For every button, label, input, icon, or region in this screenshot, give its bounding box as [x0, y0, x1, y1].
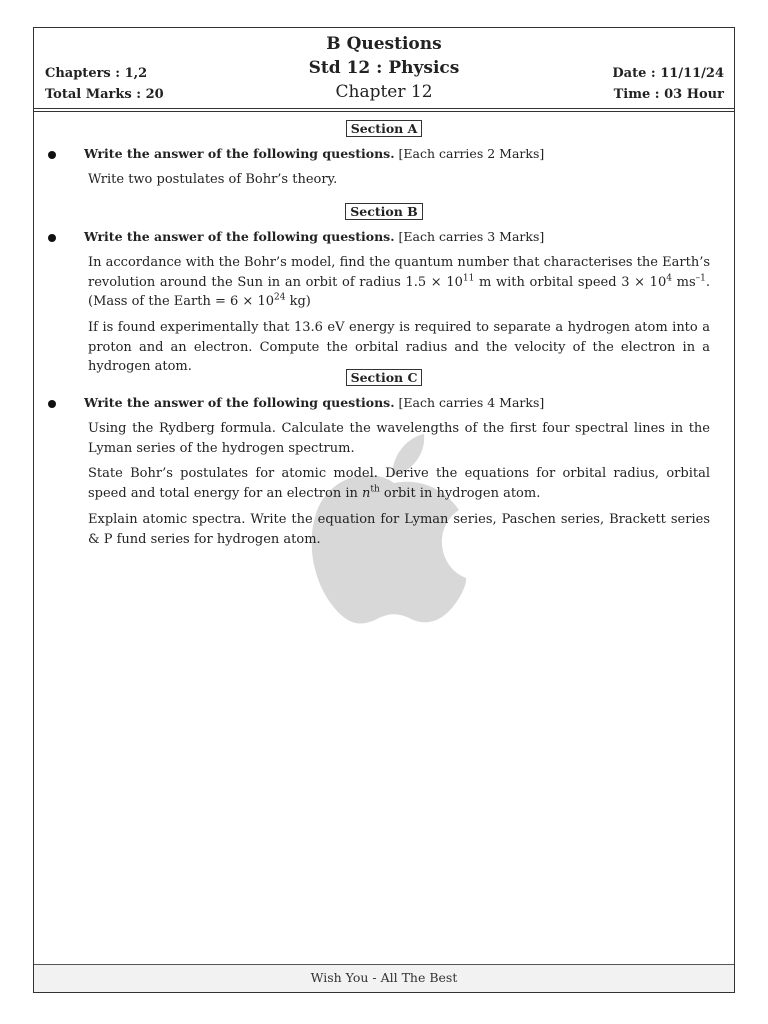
- header-divider: [34, 108, 734, 109]
- bullet-icon: [48, 400, 56, 408]
- question-b1: In accordance with the Bohr’s model, find the quantum number that characterises the Earth’s revolution around the Sun in an orbit of radius $1.5 \times 10^{11}$ m with orbital speed $3 \times 10^4$ $ms^{-1}$. (Mass of the Earth = $6 \times 10^{24}$ kg): [88, 255, 711, 309]
- paper-chapter: Chapter 12: [335, 82, 433, 102]
- section-a-heading: Section A: [34, 118, 734, 137]
- question-a1: Write two postulates of Bohr’s theory.: [88, 172, 338, 187]
- question-c3: Explain atomic spectra. Write the equation for Lyman series, Paschen series, Brackett series & P fund series for hydrogen atom.: [88, 512, 710, 547]
- question-c2: State Bohr’s postulates for atomic model. Derive the equations for orbital radius, orbital speed and total energy for an electron in $n^{th}$ orbit in hydrogen atom.: [88, 466, 710, 501]
- exam-paper: [33, 27, 735, 993]
- total-marks-label: Total Marks : 20: [45, 87, 164, 102]
- section-b-instruction: Write the answer of the following questions. [Each carries 3 Marks]: [84, 229, 545, 244]
- paper-subject: Std 12 : Physics: [308, 58, 460, 78]
- section-b-heading: Section B: [34, 201, 734, 220]
- footer-text: Wish You - All The Best: [310, 970, 458, 985]
- paper-title: B Questions: [326, 34, 442, 54]
- paper-header: [34, 28, 734, 108]
- section-c-instruction: Write the answer of the following questions. [Each carries 4 Marks]: [84, 395, 545, 410]
- bullet-icon: [48, 234, 56, 242]
- bullet-icon: [48, 151, 56, 159]
- question-c1: Using the Rydberg formula. Calculate the wavelengths of the first four spectral lines in the Lyman series of the hydrogen spectrum.: [88, 421, 710, 456]
- section-a-instruction: Write the answer of the following questions. [Each carries 2 Marks]: [84, 146, 545, 161]
- section-c-heading: Section C: [34, 367, 734, 386]
- question-b2: If is found experimentally that 13.6 eV energy is required to separate a hydrogen atom into a proton and an electron. Compute the orbital radius and the velocity of the electron in a hydrogen atom.: [88, 320, 710, 374]
- time-label: Time : 03 Hour: [613, 87, 724, 102]
- date-label: Date : 11/11/24: [612, 66, 724, 81]
- chapters-label: Chapters : 1,2: [45, 66, 148, 81]
- header-divider-inner: [34, 111, 734, 112]
